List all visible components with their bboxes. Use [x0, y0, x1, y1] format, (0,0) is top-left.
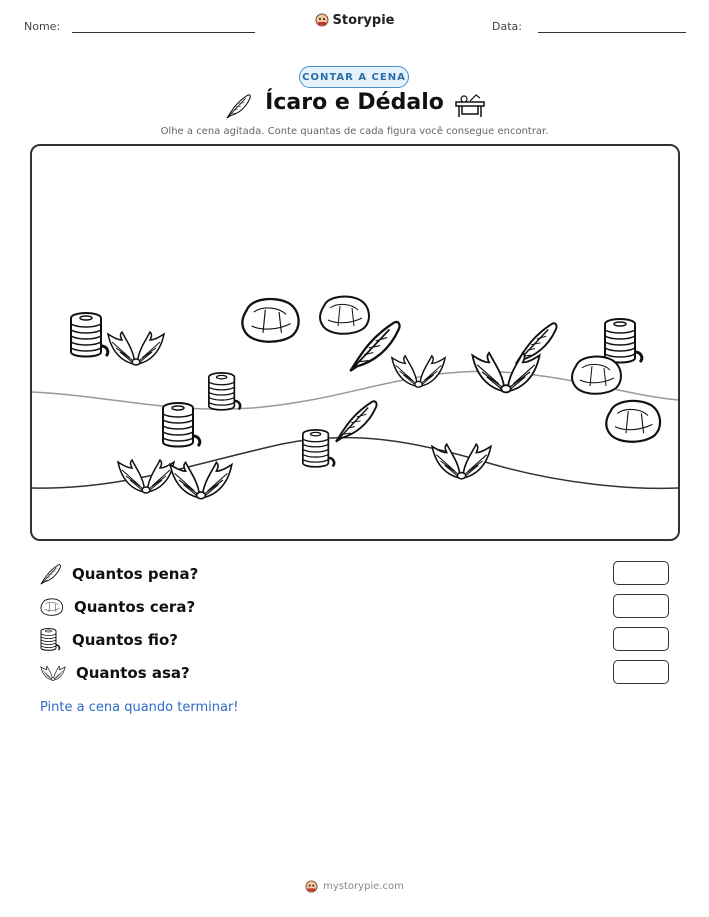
activity-badge: CONTAR A CENA	[299, 66, 409, 88]
site-footer	[0, 880, 709, 896]
scene-frame	[30, 144, 680, 541]
date-line[interactable]	[538, 32, 686, 33]
answer-box-wings[interactable]	[613, 660, 669, 684]
site-url[interactable]: mystorypie.com	[323, 881, 404, 892]
wax-icon	[40, 597, 64, 617]
question-text: Quantos asa?	[76, 664, 190, 682]
question-row-thread	[40, 627, 670, 653]
question-text: Quantos pena?	[72, 565, 199, 583]
question-row-feather	[40, 561, 670, 587]
answer-box-feather[interactable]	[613, 561, 669, 585]
wings-icon	[40, 663, 66, 683]
thread-icon	[40, 628, 62, 652]
brand-name: Storypie	[332, 12, 395, 28]
page-title: Ícaro e Dédalo	[265, 90, 444, 115]
scene-illustration	[32, 146, 678, 539]
answer-box-wax[interactable]	[613, 594, 669, 618]
question-row-wings	[40, 660, 670, 686]
coloring-instruction: Pinte a cena quando terminar!	[40, 700, 239, 715]
name-label: Nome:	[24, 20, 61, 33]
feather-icon	[40, 562, 62, 586]
answer-box-thread[interactable]	[613, 627, 669, 651]
title-workbench-icon	[454, 92, 486, 122]
name-line[interactable]	[72, 32, 255, 33]
question-text: Quantos cera?	[74, 598, 196, 616]
question-row-wax	[40, 594, 670, 620]
storypie-logo-icon	[315, 13, 329, 27]
storypie-logo-icon	[305, 880, 318, 893]
brand	[0, 12, 709, 31]
page-subtitle: Olhe a cena agitada. Conte quantas de cada figura você consegue encontrar.	[160, 126, 549, 137]
question-text: Quantos fio?	[72, 631, 178, 649]
date-label: Data:	[492, 20, 522, 33]
